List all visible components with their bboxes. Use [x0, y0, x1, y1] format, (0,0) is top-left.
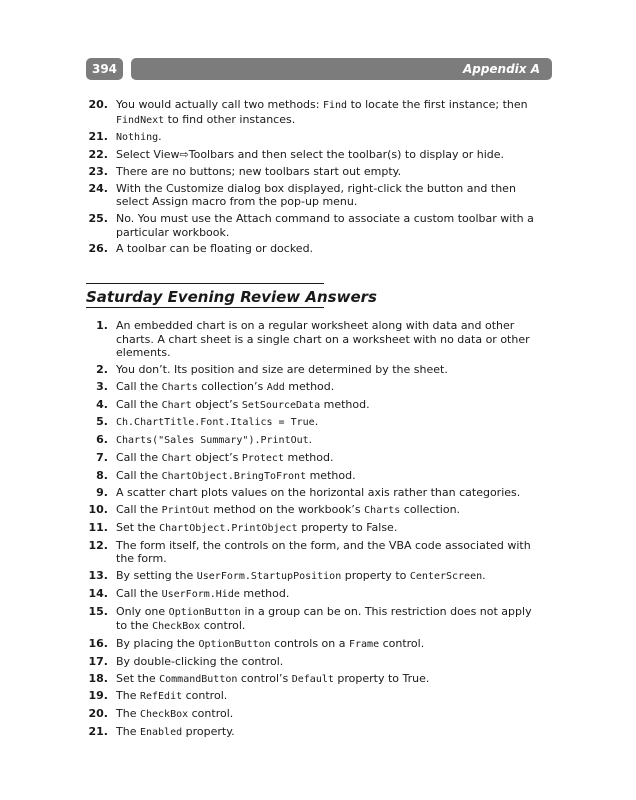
code-term: OptionButton [168, 606, 241, 618]
answer-text [116, 130, 536, 145]
answer-number: 9. [96, 486, 108, 500]
answer-text-run: No. You must use the Attach command to associate a custom toolbar with a particular workbook. [116, 212, 534, 239]
page-number: 394 [86, 58, 123, 80]
code-term: UserForm.Hide [161, 588, 240, 600]
answer-text-run: Only one [116, 604, 169, 618]
answer-number: 3. [96, 379, 108, 393]
answer-text-run: to locate the first instance; then [347, 98, 528, 111]
code-term: Charts("Sales Summary").PrintOut [116, 435, 309, 447]
answer-number: 14. [88, 586, 108, 600]
answer-item [86, 130, 536, 145]
answer-text [116, 398, 536, 413]
answer-text-run: By double-clicking the control. [116, 654, 284, 668]
code-term: Ch.ChartTitle.Font.Italics = True [116, 417, 315, 429]
answer-item [86, 98, 536, 127]
answer-text [116, 469, 536, 484]
answer-text-run: A toolbar can be floating or docked. [116, 242, 314, 256]
answer-text-run: A scatter chart plots values on the horizontal axis rather than categories. [116, 486, 521, 500]
answer-item [86, 637, 536, 652]
code-term: FindNext [116, 114, 165, 126]
answer-item [86, 380, 536, 395]
section-rule-top [86, 283, 324, 284]
answer-text-run: method. [284, 379, 335, 393]
answer-number: 21. [88, 725, 108, 738]
answer-text [116, 569, 536, 584]
answer-text [116, 319, 536, 360]
answer-text [116, 539, 536, 566]
answer-text [116, 433, 536, 448]
answer-text-run: There are no buttons; new toolbars start out empty. [116, 164, 402, 178]
code-term: Charts [161, 381, 198, 393]
answer-item [86, 587, 536, 602]
answer-text-run: collection. [400, 503, 461, 517]
answer-text-run: method. [320, 397, 370, 411]
answer-number: 18. [88, 671, 108, 685]
answer-item [86, 725, 536, 740]
answer-text-run: Call the [116, 379, 162, 393]
answer-number: 15. [88, 604, 108, 618]
code-term: RefEdit [139, 691, 183, 703]
answer-number: 2. [96, 362, 108, 376]
answer-text-run: You don’t. Its position and size are determined by the sheet. [116, 362, 448, 376]
answer-text-run: Call the [116, 397, 162, 411]
answer-text [116, 98, 536, 127]
answer-text-run: . [158, 130, 162, 144]
answer-number: 24. [88, 181, 108, 195]
answer-text-run: By setting the [116, 569, 197, 583]
page-header [86, 58, 552, 80]
code-term: CheckBox [152, 621, 201, 633]
answer-text [116, 587, 536, 602]
answer-text-run: By placing the [116, 637, 199, 651]
answer-text-run: control. [188, 707, 234, 721]
answer-text [116, 165, 536, 179]
answer-text-run: control’s [237, 671, 292, 685]
code-term: ChartObject.BringToFront [161, 470, 307, 482]
answer-number: 10. [88, 503, 108, 517]
answer-item [86, 655, 536, 669]
answer-text [116, 363, 536, 377]
code-term: SetSourceData [241, 399, 321, 411]
answers-list-top [86, 98, 536, 259]
answer-text [116, 451, 536, 466]
code-term: UserForm.StartupPosition [196, 571, 342, 583]
answer-text-run: Call the [116, 468, 162, 482]
answer-text-run: control. [200, 619, 246, 633]
code-term: Protect [241, 452, 284, 464]
answer-number: 7. [96, 450, 108, 464]
answer-number: 25. [88, 212, 108, 226]
code-term: OptionButton [198, 639, 271, 651]
answer-text-run: control. [379, 637, 425, 651]
answer-text [116, 503, 536, 518]
answer-item [86, 486, 536, 500]
code-term: Find [322, 100, 348, 111]
answer-item [86, 451, 536, 466]
answer-number: 23. [88, 164, 108, 178]
answer-item [86, 319, 536, 360]
answer-text-run: . [314, 415, 319, 429]
answer-item [86, 539, 536, 566]
answer-number: 13. [88, 569, 108, 583]
answer-item [86, 182, 536, 209]
answer-item [86, 415, 536, 430]
answer-text-run: Set the [116, 671, 160, 685]
answer-text [116, 182, 536, 209]
code-term: PrintOut [161, 505, 210, 517]
answer-item [86, 242, 536, 256]
answer-text-run: property. [182, 725, 235, 738]
answer-number: 22. [88, 148, 108, 162]
answer-item [86, 707, 536, 722]
section-rule-bottom [86, 307, 324, 308]
code-term: CheckBox [139, 709, 189, 721]
code-term: Default [291, 673, 334, 685]
code-term: CenterScreen [409, 571, 483, 583]
answer-item [86, 363, 536, 377]
answer-item [86, 569, 536, 584]
answer-text-run: property to False. [297, 521, 398, 534]
answer-item [86, 689, 536, 704]
code-term: Chart [161, 399, 192, 411]
section-heading: Saturday Evening Review Answers [86, 288, 377, 306]
answer-text-run: method on the workbook’s [209, 503, 365, 517]
answer-text-run: object’s [191, 397, 242, 411]
code-term: ChartObject.PrintObject [159, 523, 298, 534]
answer-item [86, 521, 536, 536]
answer-text-run: controls on a [270, 637, 349, 651]
answer-text-run: collection’s [197, 379, 267, 393]
answer-item [86, 165, 536, 179]
answer-text [116, 415, 536, 430]
answer-item [86, 469, 536, 484]
answer-number: 5. [96, 415, 108, 429]
answer-item [86, 605, 536, 634]
answer-text-run: to find other instances. [164, 112, 296, 126]
answer-text-run: Call the [116, 586, 162, 600]
code-term: Charts [364, 505, 401, 517]
answer-number: 20. [88, 707, 108, 721]
answer-text-run: The [116, 707, 140, 721]
answer-number: 4. [96, 397, 108, 411]
answer-text [116, 655, 536, 669]
answer-number: 6. [96, 433, 108, 447]
answer-text-run: Set the [116, 521, 160, 534]
answer-text-run: Call the [116, 503, 162, 517]
answer-text [116, 380, 536, 395]
answer-text [116, 242, 536, 256]
code-term: Frame [348, 639, 380, 651]
answer-number: 17. [88, 654, 108, 668]
answer-text-run: property to True. [333, 671, 430, 685]
answer-text-run: method. [283, 450, 334, 464]
answer-number: 19. [88, 689, 108, 703]
answer-text-run: You would actually call two methods: [116, 98, 323, 111]
answer-text [116, 725, 536, 740]
answer-text [116, 637, 536, 652]
answer-text-run: object’s [191, 450, 242, 464]
answer-number: 1. [96, 319, 108, 332]
code-term: Chart [161, 452, 192, 464]
answer-text-run: . [308, 433, 313, 447]
answers-list-bottom [86, 319, 536, 743]
code-term: Add [266, 381, 285, 393]
chapter-title: Appendix A [131, 58, 552, 80]
answer-text [116, 486, 536, 500]
answer-text [116, 672, 536, 687]
answer-text-run: . [482, 569, 486, 583]
answer-text [116, 521, 536, 536]
answer-text-run: property to [341, 569, 410, 583]
answer-text-run: Call the [116, 450, 162, 464]
code-term: Nothing [116, 132, 159, 144]
answer-text [116, 605, 536, 634]
answer-text-run: Select View⇨Toolbars and then select the toolbar(s) to display or hide. [116, 148, 505, 162]
answer-text-run: The [116, 725, 140, 738]
answer-number: 26. [88, 242, 108, 256]
answer-item [86, 398, 536, 413]
answer-item [86, 433, 536, 448]
answer-text-run: An embedded chart is on a regular worksheet along with data and other charts. A chart sheet is a single chart on a worksheet with no data or other elements. [116, 319, 530, 360]
answer-item [86, 212, 536, 239]
answer-text-run: method. [239, 586, 290, 600]
answer-item [86, 148, 536, 162]
answer-number: 8. [96, 468, 108, 482]
code-term: CommandButton [159, 673, 238, 685]
answer-number: 21. [88, 130, 108, 144]
answer-number: 11. [88, 521, 108, 534]
answer-number: 20. [88, 98, 108, 111]
answer-item [86, 503, 536, 518]
answer-text [116, 148, 536, 162]
answer-text-run: in a group can be on. This restriction does not apply to the [116, 604, 532, 633]
answer-text-run: The [116, 689, 140, 703]
answer-item [86, 672, 536, 687]
answer-number: 16. [88, 637, 108, 651]
answer-text-run: With the Customize dialog box displayed, right-click the button and then select Assign macro from the pop-up menu. [116, 181, 516, 209]
answer-text [116, 707, 536, 722]
answer-text [116, 689, 536, 704]
code-term: Enabled [139, 727, 183, 738]
answer-text-run: method. [306, 468, 356, 482]
answer-text [116, 212, 536, 239]
answer-text-run: The form itself, the controls on the form, and the VBA code associated with the form. [116, 538, 531, 566]
answer-number: 12. [88, 538, 108, 552]
answer-text-run: control. [182, 689, 228, 703]
